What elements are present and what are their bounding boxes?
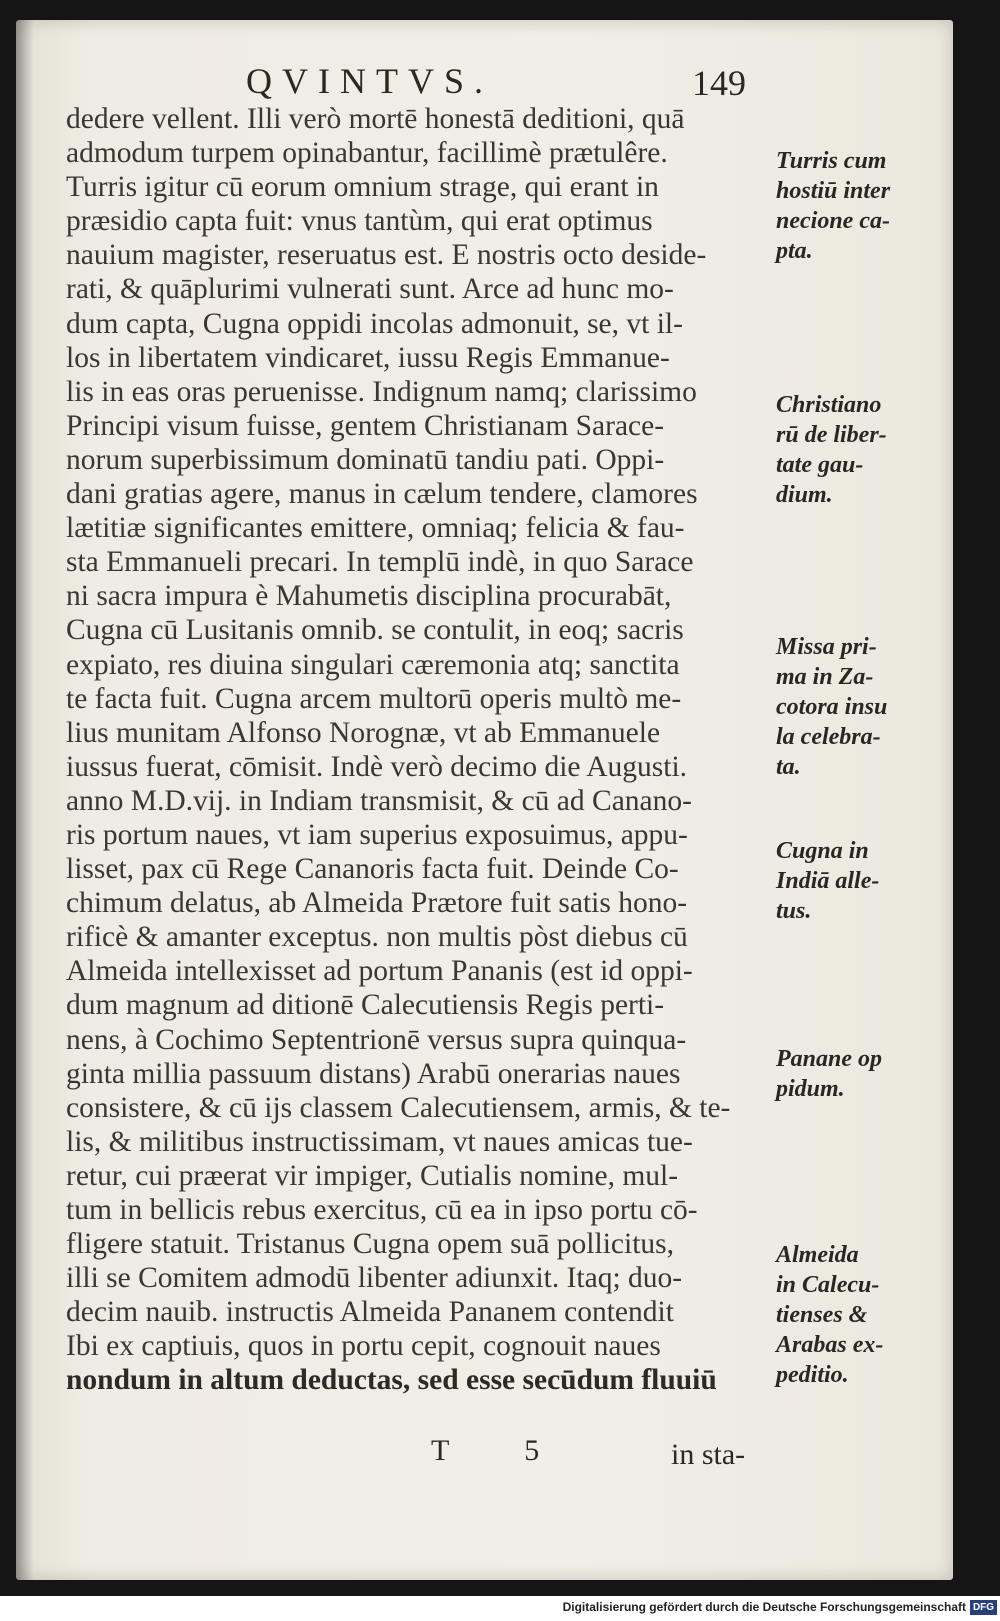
marginal-line: tate gau- (776, 452, 864, 478)
text-line: illi se Comitem admodū libenter adiunxit. Itaq; duo- (66, 1262, 683, 1295)
text-line: nens, à Cochimo Septentrionē versus supra quinqua- (66, 1023, 687, 1056)
text-line: dani gratias agere, manus in cælum tendere, clamores (66, 478, 698, 511)
text-line: chimum delatus, ab Almeida Prætore fuit satis hono- (66, 887, 688, 920)
text-line: sta Emmanueli precari. In templū indè, in quo Sarace (66, 546, 694, 579)
marginal-line: hostiū inter (776, 178, 891, 204)
marginal-note (776, 632, 946, 782)
marginal-line: ta. (776, 754, 801, 780)
catchword: in sta- (671, 1438, 746, 1471)
text-line: rati, & quāplurimi vulnerati sunt. Arce ad hunc mo- (66, 273, 674, 306)
marginal-line: Missa pri- (776, 634, 877, 660)
marginal-line: Almeida (776, 1242, 859, 1268)
text-line: tum in bellicis rebus exercitus, cū ea in ipso portu cō- (66, 1194, 698, 1226)
page-number: 149 (692, 63, 746, 103)
text-line: los in libertatem vindicaret, iussu Regis Emmanue- (66, 341, 670, 374)
text-line: ris portum naues, vt iam superius exposuimus, appu- (66, 818, 688, 851)
marginal-line: dium. (776, 482, 833, 508)
text-line: lætitiæ significantes emittere, omniaq; felicia & fau- (66, 512, 685, 545)
marginal-line: Turris cum (776, 148, 887, 174)
text-line: decim nauib. instructis Almeida Pananem contendit (66, 1296, 674, 1329)
text-line: lius munitam Alfonso Norognæ, vt ab Emmanuele (66, 716, 661, 749)
marginal-line: tus. (776, 898, 812, 924)
text-line: nondum in altum deductas, sed esse secūdum fluuiū (66, 1364, 717, 1397)
marginal-line: pta. (776, 238, 813, 264)
text-line: Turris igitur cū eorum omnium strage, qui erant in (66, 171, 659, 204)
text-line: dum capta, Cugna oppidi incolas admonuit, se, vt il- (66, 307, 683, 340)
book-page (16, 20, 953, 1580)
text-line: præsidio capta fuit: vnus tantùm, qui erat optimus (66, 205, 653, 238)
text-line: lis in eas oras peruenisse. Indignum namq; clarissimo (66, 375, 697, 408)
marginal-note (776, 146, 946, 266)
text-line: lis, & militibus instructissimam, vt naues amicas tue- (66, 1125, 693, 1158)
marginal-line: Christiano (776, 392, 882, 418)
text-line: expiato, res diuina singulari cæremonia atq; sanctita (66, 648, 680, 681)
text-line: consistere, & cū ijs classem Calecutiensem, armis, & te- (66, 1091, 731, 1124)
running-head: QVINTVS. (246, 61, 493, 101)
digitization-credit: Digitalisierung gefördert durch die Deutsche Forschungsgemeinschaft (562, 1600, 966, 1614)
text-line: admodum turpem opinabantur, facillimè prætulêre. (66, 137, 668, 170)
marginal-line: necione ca- (776, 208, 890, 234)
marginal-note (776, 836, 946, 926)
spine-shadow (16, 20, 34, 1580)
signature-mark: T 5 (431, 1434, 574, 1467)
marginal-line: ma in Za- (776, 664, 874, 690)
marginal-line: Arabas ex- (776, 1332, 884, 1358)
text-line: Cugna cū Lusitanis omnib. se contulit, in eoq; sacris (66, 614, 684, 647)
marginal-line: Panane op (776, 1046, 883, 1072)
marginal-line: pidum. (776, 1076, 845, 1102)
text-line: nauium magister, reseruatus est. E nostris octo deside- (66, 239, 707, 272)
marginal-note (776, 1044, 946, 1104)
dfg-logo: DFG (970, 1600, 997, 1615)
text-line: Principi visum fuisse, gentem Christianam Sarace- (66, 409, 665, 442)
text-line: dedere vellent. Illi verò mortē honestā deditioni, quā (66, 103, 685, 135)
text-line: iussus fuerat, cōmisit. Indè verò decimo die Augusti. (66, 750, 688, 783)
text-line: lisset, pax cū Rege Cananoris facta fuit. Deinde Co- (66, 853, 679, 886)
text-line: dum magnum ad ditionē Calecutiensis Regis perti- (66, 989, 665, 1022)
text-line: ginta millia passuum distans) Arabū onerarias naues (66, 1057, 681, 1090)
text-line: rificè & amanter exceptus. non multis pòst diebus cū (66, 921, 688, 954)
marginal-line: tienses & (776, 1302, 868, 1328)
marginal-line: Indiā alle- (776, 868, 880, 894)
marginal-line: cotora insu (776, 694, 888, 720)
body-text (66, 102, 786, 1398)
text-line: Ibi ex captiuis, quos in portu cepit, cognouit naues (66, 1330, 661, 1363)
text-line: norum superbissimum dominatū tandiu pati. Oppi- (66, 443, 665, 476)
text-line: te facta fuit. Cugna arcem multorū operis multò me- (66, 682, 682, 715)
text-line: ni sacra impura è Mahumetis disciplina procurabāt, (66, 580, 672, 613)
marginal-line: peditio. (776, 1362, 849, 1388)
marginal-note (776, 390, 946, 510)
marginal-line: rū de liber- (776, 422, 887, 448)
marginal-line: la celebra- (776, 724, 881, 750)
text-line: retur, cui præerat vir impiger, Cutialis nomine, mul- (66, 1159, 679, 1192)
marginal-note (776, 1240, 946, 1390)
marginal-line: in Calecu- (776, 1272, 880, 1298)
text-line: anno M.D.vij. in Indiam transmisit, & cū ad Canano- (66, 784, 692, 817)
marginal-line: Cugna in (776, 838, 869, 864)
text-line: fligere statuit. Tristanus Cugna opem suā pollicitus, (66, 1228, 674, 1261)
text-line: Almeida intellexisset ad portum Pananis (est id oppi- (66, 955, 693, 988)
